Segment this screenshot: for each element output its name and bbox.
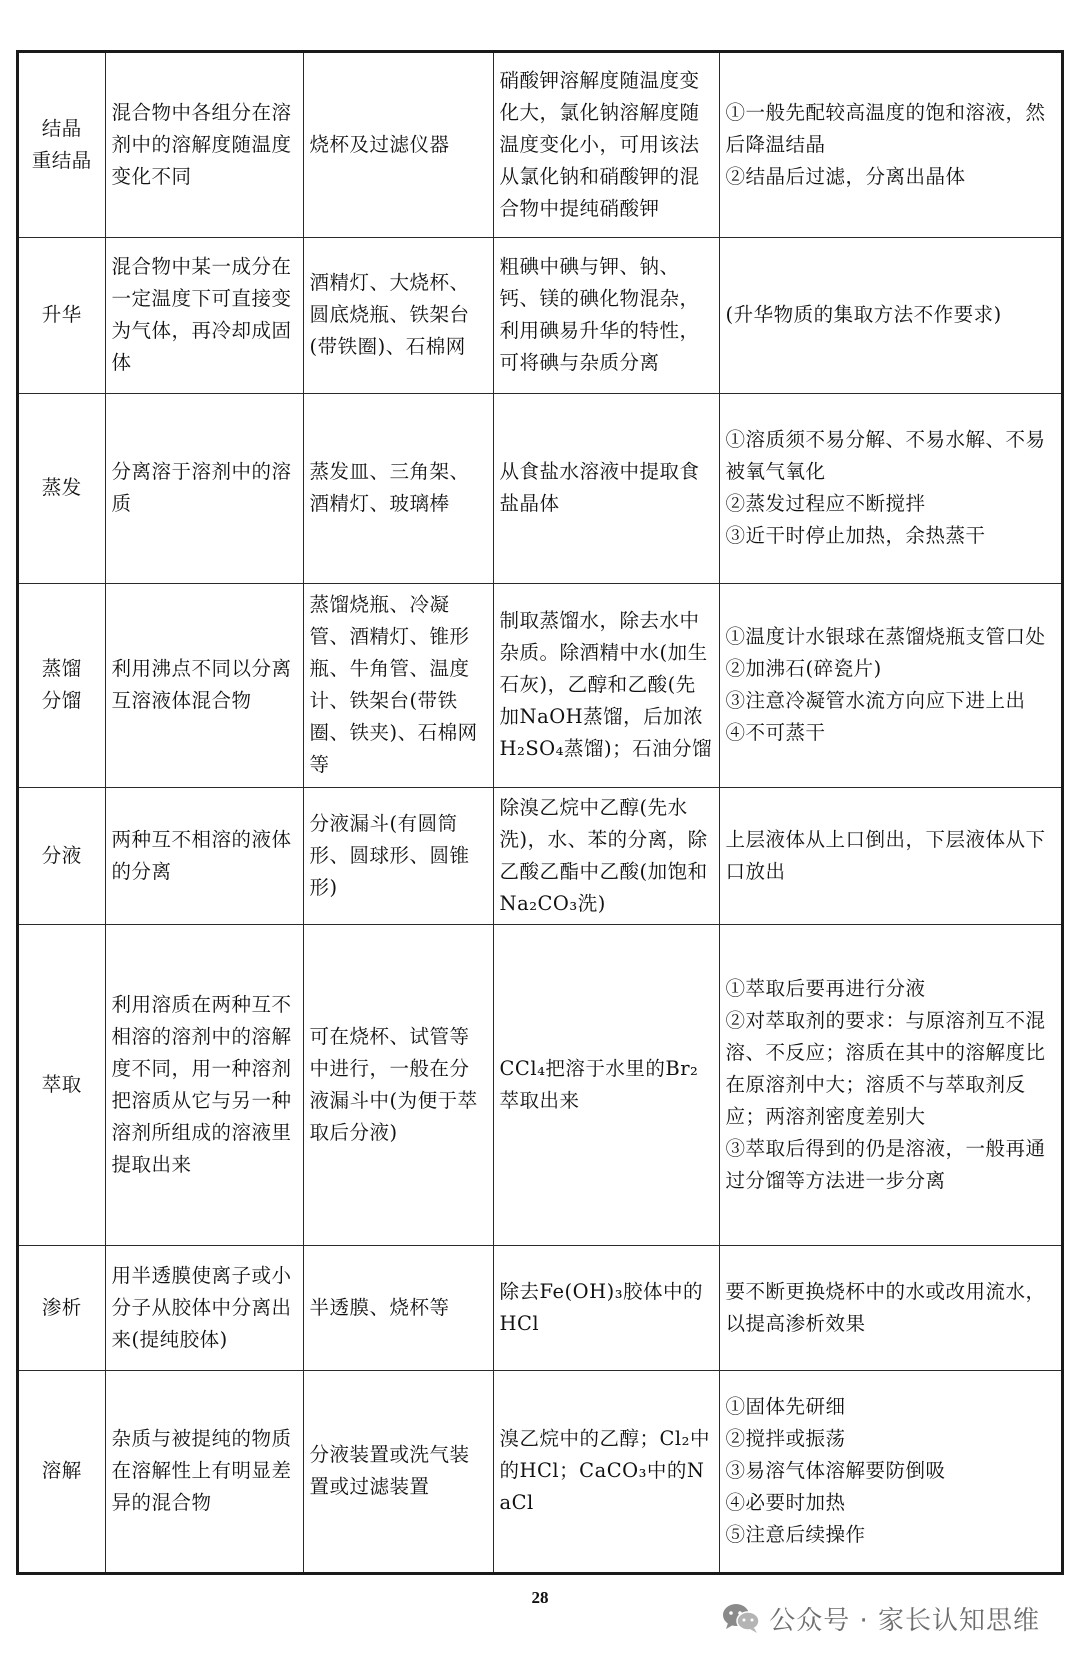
principle-cell: 用半透膜使离子或小分子从胶体中分离出来(提纯胶体)	[105, 1246, 303, 1370]
notes-cell	[719, 1246, 1061, 1370]
apparatus-cell: 蒸发皿、三角架、酒精灯、玻璃棒	[303, 394, 493, 583]
example-cell: 溴乙烷中的乙醇；Cl₂中的HCl；CaCO₃中的NaCl	[493, 1370, 719, 1572]
method-line: 渗析	[41, 1295, 82, 1319]
notes-cell	[719, 925, 1061, 1246]
method-line: 分馏	[41, 689, 82, 713]
table-row	[19, 925, 1061, 1246]
example-cell: 制取蒸馏水，除去水中杂质。除酒精中水(加生石灰)，乙醇和乙酸(先加NaOH蒸馏，后加浓H₂SO₄蒸馏)；石油分馏	[493, 583, 719, 787]
note-line: ②加沸石(碎瓷片)	[725, 657, 882, 681]
example-cell: CCl₄把溶于水里的Br₂萃取出来	[493, 925, 719, 1246]
apparatus-cell: 可在烧杯、试管等中进行，一般在分液漏斗中(为便于萃取后分液)	[303, 925, 493, 1246]
note-line: ④不可蒸干	[725, 721, 826, 745]
method-line: 结晶	[41, 116, 82, 140]
principle-cell: 两种互不相溶的液体的分离	[105, 787, 303, 925]
wechat-icon	[721, 1602, 761, 1634]
note-line: ①萃取后要再进行分液	[725, 977, 926, 1001]
note-line: 要不断更换烧杯中的水或改用流水，以提高渗析效果	[725, 1279, 1046, 1335]
apparatus-cell: 酒精灯、大烧杯、圆底烧瓶、铁架台(带铁圈)、石棉网	[303, 237, 493, 393]
watermark	[721, 1596, 1040, 1640]
separation-methods-table	[16, 50, 1064, 1575]
method-line: 溶解	[41, 1459, 82, 1483]
method-cell	[19, 787, 105, 925]
note-line: ②对萃取剂的要求：与原溶剂互不混溶、不反应；溶质在其中的溶解度比在原溶剂中大；溶质不与萃取剂反应；两溶剂密度差别大	[725, 1009, 1046, 1129]
table-row	[19, 1246, 1061, 1370]
apparatus-cell: 分液装置或洗气装置或过滤装置	[303, 1370, 493, 1572]
note-line: ④必要时加热	[725, 1491, 846, 1515]
apparatus-cell: 分液漏斗(有圆筒形、圆球形、圆锥形)	[303, 787, 493, 925]
notes-cell	[719, 583, 1061, 787]
notes-cell	[719, 53, 1061, 237]
principle-cell: 混合物中各组分在溶剂中的溶解度随温度变化不同	[105, 53, 303, 237]
notes-cell	[719, 237, 1061, 393]
method-cell	[19, 925, 105, 1246]
page-number: 28	[531, 1588, 549, 1607]
method-cell	[19, 53, 105, 237]
example-cell: 除去Fe(OH)₃胶体中的HCl	[493, 1246, 719, 1370]
table	[19, 53, 1061, 1572]
method-line: 分液	[41, 843, 82, 867]
principle-cell: 混合物中某一成分在一定温度下可直接变为气体，再冷却成固体	[105, 237, 303, 393]
apparatus-cell: 蒸馏烧瓶、冷凝管、酒精灯、锥形瓶、牛角管、温度计、铁架台(带铁圈、铁夹)、石棉网等	[303, 583, 493, 787]
table-row	[19, 53, 1061, 237]
method-line: 萃取	[41, 1073, 82, 1097]
method-line: 蒸发	[41, 476, 82, 500]
method-cell	[19, 1370, 105, 1572]
principle-cell: 杂质与被提纯的物质在溶解性上有明显差异的混合物	[105, 1370, 303, 1572]
table-row	[19, 394, 1061, 583]
example-cell: 除溴乙烷中乙醇(先水洗)，水、苯的分离，除乙酸乙酯中乙酸(加饱和Na₂CO₃洗)	[493, 787, 719, 925]
method-line: 升华	[41, 303, 82, 327]
note-line: ③萃取后得到的仍是溶液，一般再通过分馏等方法进一步分离	[725, 1137, 1046, 1193]
apparatus-cell: 半透膜、烧杯等	[303, 1246, 493, 1370]
method-cell	[19, 583, 105, 787]
note-line: (升华物质的集取方法不作要求)	[725, 303, 1002, 327]
apparatus-cell: 烧杯及过滤仪器	[303, 53, 493, 237]
principle-cell: 利用溶质在两种互不相溶的溶剂中的溶解度不同，用一种溶剂把溶质从它与另一种溶剂所组成的溶液里提取出来	[105, 925, 303, 1246]
method-cell	[19, 394, 105, 583]
note-line: ①一般先配较高温度的饱和溶液，然后降温结晶	[725, 100, 1046, 156]
note-line: ①溶质须不易分解、不易水解、不易被氧气氧化	[725, 428, 1046, 484]
note-line: ①固体先研细	[725, 1395, 846, 1419]
note-line: ①温度计水银球在蒸馏烧瓶支管口处	[725, 625, 1046, 649]
notes-cell	[719, 394, 1061, 583]
notes-cell	[719, 1370, 1061, 1572]
example-cell: 硝酸钾溶解度随温度变化大，氯化钠溶解度随温度变化小，可用该法从氯化钠和硝酸钾的混合物中提纯硝酸钾	[493, 53, 719, 237]
note-line: ③注意冷凝管水流方向应下进上出	[725, 689, 1026, 713]
note-line: ⑤注意后续操作	[725, 1523, 866, 1547]
example-cell: 粗碘中碘与钾、钠、钙、镁的碘化物混杂，利用碘易升华的特性，可将碘与杂质分离	[493, 237, 719, 393]
notes-cell	[719, 787, 1061, 925]
note-line: ③易溶气体溶解要防倒吸	[725, 1459, 946, 1483]
principle-cell: 分离溶于溶剂中的溶质	[105, 394, 303, 583]
table-row	[19, 237, 1061, 393]
method-cell	[19, 1246, 105, 1370]
table-row	[19, 1370, 1061, 1572]
method-line: 蒸馏	[41, 657, 82, 681]
watermark-text: 公众号 · 家长认知思维	[769, 1605, 1040, 1636]
method-cell	[19, 237, 105, 393]
principle-cell: 利用沸点不同以分离互溶液体混合物	[105, 583, 303, 787]
note-line: 上层液体从上口倒出，下层液体从下口放出	[725, 827, 1046, 883]
note-line: ②搅拌或振荡	[725, 1427, 846, 1451]
note-line: ②结晶后过滤，分离出晶体	[725, 164, 966, 188]
table-row	[19, 583, 1061, 787]
table-row	[19, 787, 1061, 925]
note-line: ②蒸发过程应不断搅拌	[725, 492, 926, 516]
note-line: ③近干时停止加热，余热蒸干	[725, 524, 986, 548]
method-line: 重结晶	[31, 148, 92, 172]
example-cell: 从食盐水溶液中提取食盐晶体	[493, 394, 719, 583]
